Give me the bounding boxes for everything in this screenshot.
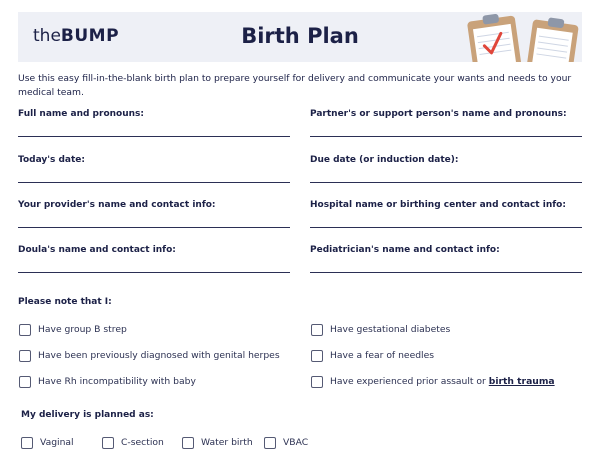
birth-trauma-link[interactable]: birth trauma [488, 376, 555, 387]
prior-assault-prefix: Have experienced prior assault or [330, 376, 486, 387]
todays-date-label: Today's date: [18, 155, 85, 165]
pediatrician-label: Pediatrician's name and contact info: [310, 245, 500, 255]
doula-field[interactable] [18, 245, 290, 273]
checkbox-icon[interactable] [311, 324, 323, 336]
checkbox-icon[interactable] [311, 350, 323, 362]
partner-field[interactable] [310, 109, 582, 137]
logo-the: the [33, 26, 61, 46]
header-banner [18, 12, 582, 62]
vaginal-label: Vaginal [40, 437, 74, 448]
c-section-label: C-section [121, 437, 164, 448]
gestational-diabetes-option[interactable] [311, 323, 450, 336]
provider-field[interactable] [18, 200, 290, 228]
logo-bump: BUMP [60, 26, 120, 46]
page-title: Birth Plan [241, 24, 359, 48]
checkbox-icon[interactable] [182, 437, 194, 449]
checkbox-icon[interactable] [19, 376, 31, 388]
genital-herpes-label: Have been previously diagnosed with genital herpes [38, 350, 280, 361]
intro-text: Use this easy fill-in-the-blank birth plan to prepare yourself for delivery and communicate your wants and needs to your medical team. [18, 73, 572, 98]
full-name-label: Full name and pronouns: [18, 109, 144, 119]
checkbox-icon[interactable] [19, 350, 31, 362]
c-section-option[interactable] [102, 436, 164, 449]
due-date-field[interactable] [310, 155, 582, 183]
prior-assault-option[interactable] [311, 375, 555, 388]
vaginal-option[interactable] [21, 436, 74, 449]
hospital-label: Hospital name or birthing center and contact info: [310, 200, 566, 210]
pediatrician-field[interactable] [310, 245, 582, 273]
vbac-label: VBAC [283, 437, 309, 448]
please-note-label: Please note that I: [18, 297, 112, 307]
fear-of-needles-option[interactable] [311, 349, 434, 362]
water-birth-option[interactable] [182, 436, 253, 449]
checkbox-icon[interactable] [19, 324, 31, 336]
group-b-strep-option[interactable] [19, 323, 127, 336]
delivery-label: My delivery is planned as: [21, 410, 154, 420]
partner-label: Partner's or support person's name and pronouns: [310, 109, 567, 119]
checkbox-icon[interactable] [102, 437, 114, 449]
todays-date-field[interactable] [18, 155, 290, 183]
doula-label: Doula's name and contact info: [18, 245, 176, 255]
group-b-strep-label: Have group B strep [38, 324, 127, 335]
checkbox-icon[interactable] [21, 437, 33, 449]
rh-incompatibility-label: Have Rh incompatibility with baby [38, 376, 196, 387]
hospital-field[interactable] [310, 200, 582, 228]
prior-assault-label [330, 376, 555, 387]
gestational-diabetes-label: Have gestational diabetes [330, 324, 451, 335]
genital-herpes-option[interactable] [19, 349, 280, 362]
fear-of-needles-label: Have a fear of needles [330, 350, 435, 361]
checkbox-icon[interactable] [311, 376, 323, 388]
rh-incompatibility-option[interactable] [19, 375, 196, 388]
provider-label: Your provider's name and contact info: [18, 200, 216, 210]
vbac-option[interactable] [264, 436, 308, 449]
due-date-label: Due date (or induction date): [310, 155, 459, 165]
clipboard-icon [442, 12, 582, 62]
full-name-field[interactable] [18, 109, 290, 137]
water-birth-label: Water birth [201, 437, 253, 448]
checkbox-icon[interactable] [264, 437, 276, 449]
